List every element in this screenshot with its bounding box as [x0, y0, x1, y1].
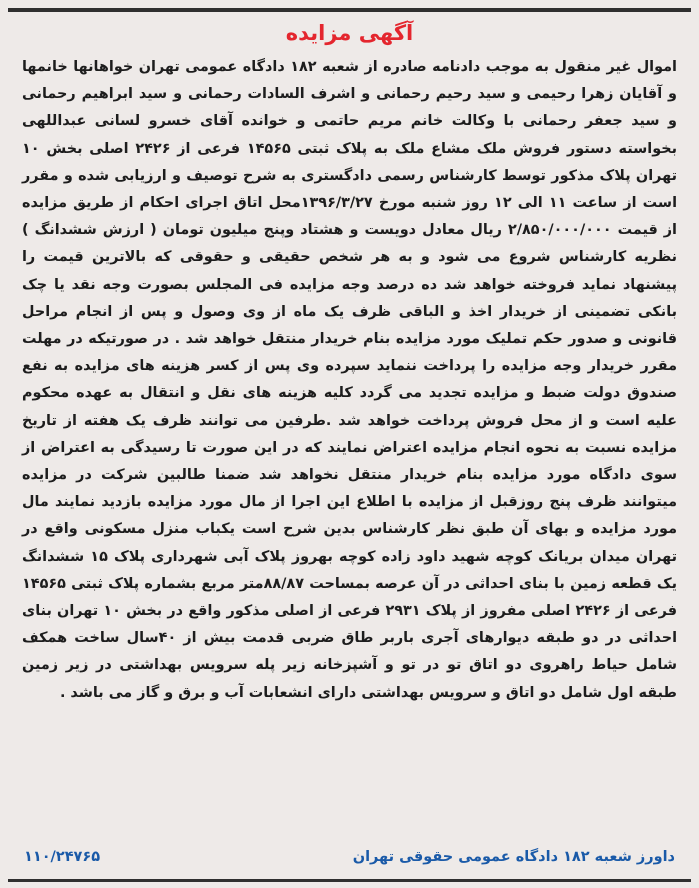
- bottom-rule: [8, 879, 691, 882]
- notice-code: ۱۱۰/۲۴۷۶۵: [24, 849, 101, 865]
- notice-footer: [24, 842, 675, 872]
- court-signature: داورز شعبه ۱۸۲ دادگاه عمومی حقوقی تهران: [352, 849, 675, 865]
- top-rule: [8, 8, 691, 12]
- notice-body: اموال غیر منقول به موجب دادنامه صادره از شعبه ۱۸۲ دادگاه عمومی تهران خواهانها خانمها و آقایان زهرا رحیمی و سید رحیم رحمانی و اشرف السادات رحمانی و سید ابراهیم رحمانی و سید جعفر رحمانی با وکالت خانم مریم حاتمی و خوانده آقای خسرو لسانی عبداللهی بخواسته دستور فروش ملک مشاع ملک به پلاک ثبتی ۱۴۵۶۵ فرعی از ۲۴۲۶ اصلی بخش ۱۰ تهران پلاک مذکور توسط کارشناس رسمی دادگستری به شرح توصیف و ارزیابی شده و مقرر است از ساعت ۱۱ الی ۱۲ روز شنبه مورخ ۱۳۹۶/۳/۲۷محل اتاق اجرای احکام از طریق مزایده از قیمت ۲/۸۵۰/۰۰۰/۰۰۰ ریال معادل دویست و هشتاد وپنج میلیون تومان ( ارزش ششدانگ ) نظریه کارشناس شروع می شود و به هر شخص حقیقی و حقوقی که بالاترین قیمت را پیشنهاد نماید فروخته خواهد شد ده درصد وجه مزایده فی المجلس بصورت وجه نقد یا چک بانکی تضمینی از خریدار اخذ و الباقی ظرف یک ماه از وی وصول و پس از انجام مراحل قانونی و صدور حکم تملیک مورد مزایده بنام خریدار منتقل خواهد شد . در صورتیکه در مهلت مقرر خریدار وجه مزایده را پرداخت ننماید سپرده وی پس از کسر هزینه های مزایده به نفع صندوق دولت ضبط و مزایده تجدید می گردد کلیه هزینه های نقل و انتقال به عهده محکوم علیه است و از محل فروش پرداخت خواهد شد .طرفین می توانند ظرف یک هفته از تاریخ مزایده نسبت به نحوه انجام مزایده اعتراض نمایند که در این صورت تا رسیدگی به اعتراض از سوی دادگاه مورد مزایده بنام خریدار منتقل نخواهد شد ضمنا طالبین شرکت در مزایده میتوانند ظرف پنج روزقبل از مزایده با اطلاع این اجرا از مال مورد مزایده بازدید نمایند مال مورد مزایده و بهای آن طبق نظر کارشناس بدین شرح است یکباب منزل مسکونی واقع در تهران میدان بریانک کوچه شهید داود زاده کوچه بهروز پلاک آبی شهرداری پلاک ۱۵ ششدانگ یک قطعه زمین با بنای احداثی در آن عرصه بمساحت ۸۸/۸۷متر مربع بشماره پلاک ثبتی ۱۴۵۶۵ فرعی از ۲۴۲۶ اصلی مفروز از پلاک ۲۹۳۱ فرعی از اصلی مذکور واقع در بخش ۱۰ تهران بنای احداثی در دو طبقه دیوارهای آجری باربر طاق ضربی قدمت بیش از ۴۰سال ساخت همکف شامل حیاط راهروی دو اتاق تو در تو و آشپزخانه زیر پله سرویس بهداشتی در زیر زمین طبقه اول شامل دو اتاق و سرویس بهداشتی دارای انشعابات آب و برق و گاز می باشد .: [22, 59, 678, 701]
- notice-title: آگهی مزایده: [285, 21, 414, 45]
